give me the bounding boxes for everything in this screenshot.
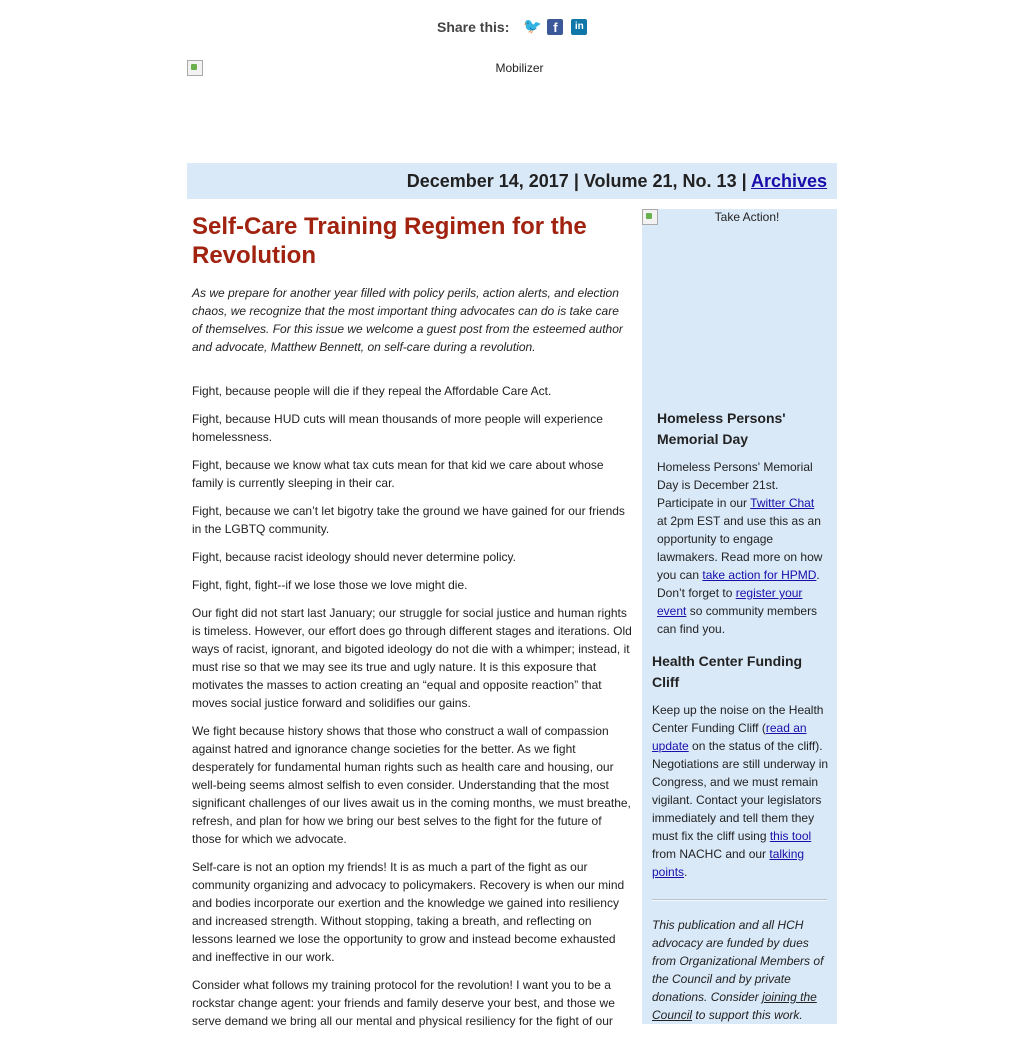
hpmd-text-part: so community members can find you. xyxy=(657,604,818,636)
funding-cliff-text xyxy=(652,701,830,881)
article-paragraph: Our fight did not start last January; our struggle for social justice and human rights is timeless. However, our effort does go through different stages and iterations. Old ways of racist, ignorant, and bigoted ideology do not die with a whimper; instead, it must rise so that we may see its true and ugly nature. It is this exposure that motivates the masses to action creating an “equal and opposite reaction” that moves social justice forward and solidifies our gains. xyxy=(192,606,632,710)
funding-note-text: This publication and all HCH advocacy are funded by dues from Organizational Members of the Council and by private donations. Consider xyxy=(652,918,824,1004)
funding-text-part: on the status of the cliff). Negotiations are still underway in Congress, and we must remain vigilant. Contact your legislators immediately and tell them they must fix the cliff using xyxy=(652,739,829,843)
share-bar xyxy=(437,19,595,35)
join-council-link[interactable]: joining the Council xyxy=(652,990,817,1022)
issue-date-volume: December 14, 2017 | Volume 21, No. 13 | xyxy=(406,171,751,191)
archives-link[interactable]: Archives xyxy=(750,171,827,191)
article-paragraph: Fight, because we know what tax cuts mean for that kid we care about whose family is currently sleeping in their car. xyxy=(192,458,604,490)
article-intro: As we prepare for another year filled with policy perils, action alerts, and election chaos, we recognize that the most important thing advocates can do is take care of themselves. For this issue we welcome a guest post from the esteemed author and advocate, Matthew Bennett, on self-care during a revolution. xyxy=(192,286,623,354)
issue-dateline xyxy=(187,163,837,199)
masthead-logo xyxy=(187,60,837,160)
hpmd-text-part: Homeless Persons' Memorial Day is December 21st. Participate in our xyxy=(657,460,813,510)
take-action-alt-text: Take Action! xyxy=(714,210,780,224)
hpmd-text-part: . Don’t forget to xyxy=(657,568,820,600)
talking-points-link[interactable]: talking points xyxy=(652,847,805,879)
take-action-hpmd-link[interactable]: take action for HPMD xyxy=(702,568,817,582)
article-paragraph: Fight, because we can’t let bigotry take the ground we have gained for our friends in the LGBTQ community. xyxy=(192,504,625,536)
article-title: Self-Care Training Regimen for the Revolution xyxy=(192,213,587,269)
hpmd-heading: Homeless Persons' Memorial Day xyxy=(657,410,786,447)
funding-note xyxy=(652,916,832,1024)
sidebar xyxy=(642,209,837,1024)
funding-note-text: to support this work. xyxy=(692,1008,803,1022)
this-tool-link[interactable]: this tool xyxy=(769,829,812,843)
twitter-chat-link[interactable]: Twitter Chat xyxy=(750,496,815,510)
article-paragraph: Fight, fight, fight--if we lose those we love might die. xyxy=(192,578,468,592)
register-event-link[interactable]: register your event xyxy=(657,586,803,618)
article xyxy=(192,209,632,1040)
article-paragraph: Consider what follows my training protocol for the revolution! I want you to be a rockstar change agent: your friends and family deserve your best, and those we serve demand we bring all our mental and physical resiliency for the fight of our xyxy=(192,978,615,1028)
facebook-icon[interactable]: f xyxy=(547,19,563,35)
share-label: Share this: xyxy=(437,19,510,35)
article-paragraph: Self-care is not an option my friends! It is as much a part of the fight as our community organizing and advocacy to policymakers. Recovery is when our mind and bodies incorporate our exertion and the knowledge we gained into resiliency and increased strength. Without stopping, taking a breath, and reflecting on lessons learned we lose the opportunity to grow and instead become exhausted and ineffective in our work. xyxy=(192,860,625,964)
linkedin-icon[interactable]: in xyxy=(571,19,587,35)
twitter-icon[interactable]: 🐦 xyxy=(523,18,543,35)
logo-alt-text: Mobilizer xyxy=(495,61,544,75)
article-paragraph: Fight, because people will die if they repeal the Affordable Care Act. xyxy=(192,384,552,398)
article-paragraph: Fight, because HUD cuts will mean thousands of more people will experience homelessness. xyxy=(192,412,603,444)
funding-cliff-heading: Health Center Funding Cliff xyxy=(652,653,803,690)
article-paragraph: We fight because history shows that those who construct a wall of compassion against hatred and ignorance change societies for the better. As we fight desperately for fundamental human rights such as health care and housing, our well-being seems almost selfish to even consider. Understanding that the most significant challenges of our lives await us in the coming months, we must breathe, refresh, and plan for how we bring our best selves to the fight for the future of those for which we advocate. xyxy=(192,724,631,846)
take-action-image[interactable] xyxy=(642,209,837,409)
hpmd-text xyxy=(657,458,825,638)
funding-cliff-section xyxy=(652,651,830,881)
funding-text-part: from NACHC and our xyxy=(652,847,770,861)
article-paragraph: Fight, because racist ideology should never determine policy. xyxy=(192,550,516,564)
read-update-link[interactable]: read an update xyxy=(652,721,807,753)
sidebar-divider xyxy=(652,899,827,901)
funding-text-part: Keep up the noise on the Health Center Funding Cliff ( xyxy=(652,703,824,735)
hpmd-text-part: at 2pm EST and use this as an opportunity to engage lawmakers. Read more on how you can xyxy=(657,514,823,582)
hpmd-section xyxy=(657,408,825,638)
funding-text-part: . xyxy=(684,865,688,879)
